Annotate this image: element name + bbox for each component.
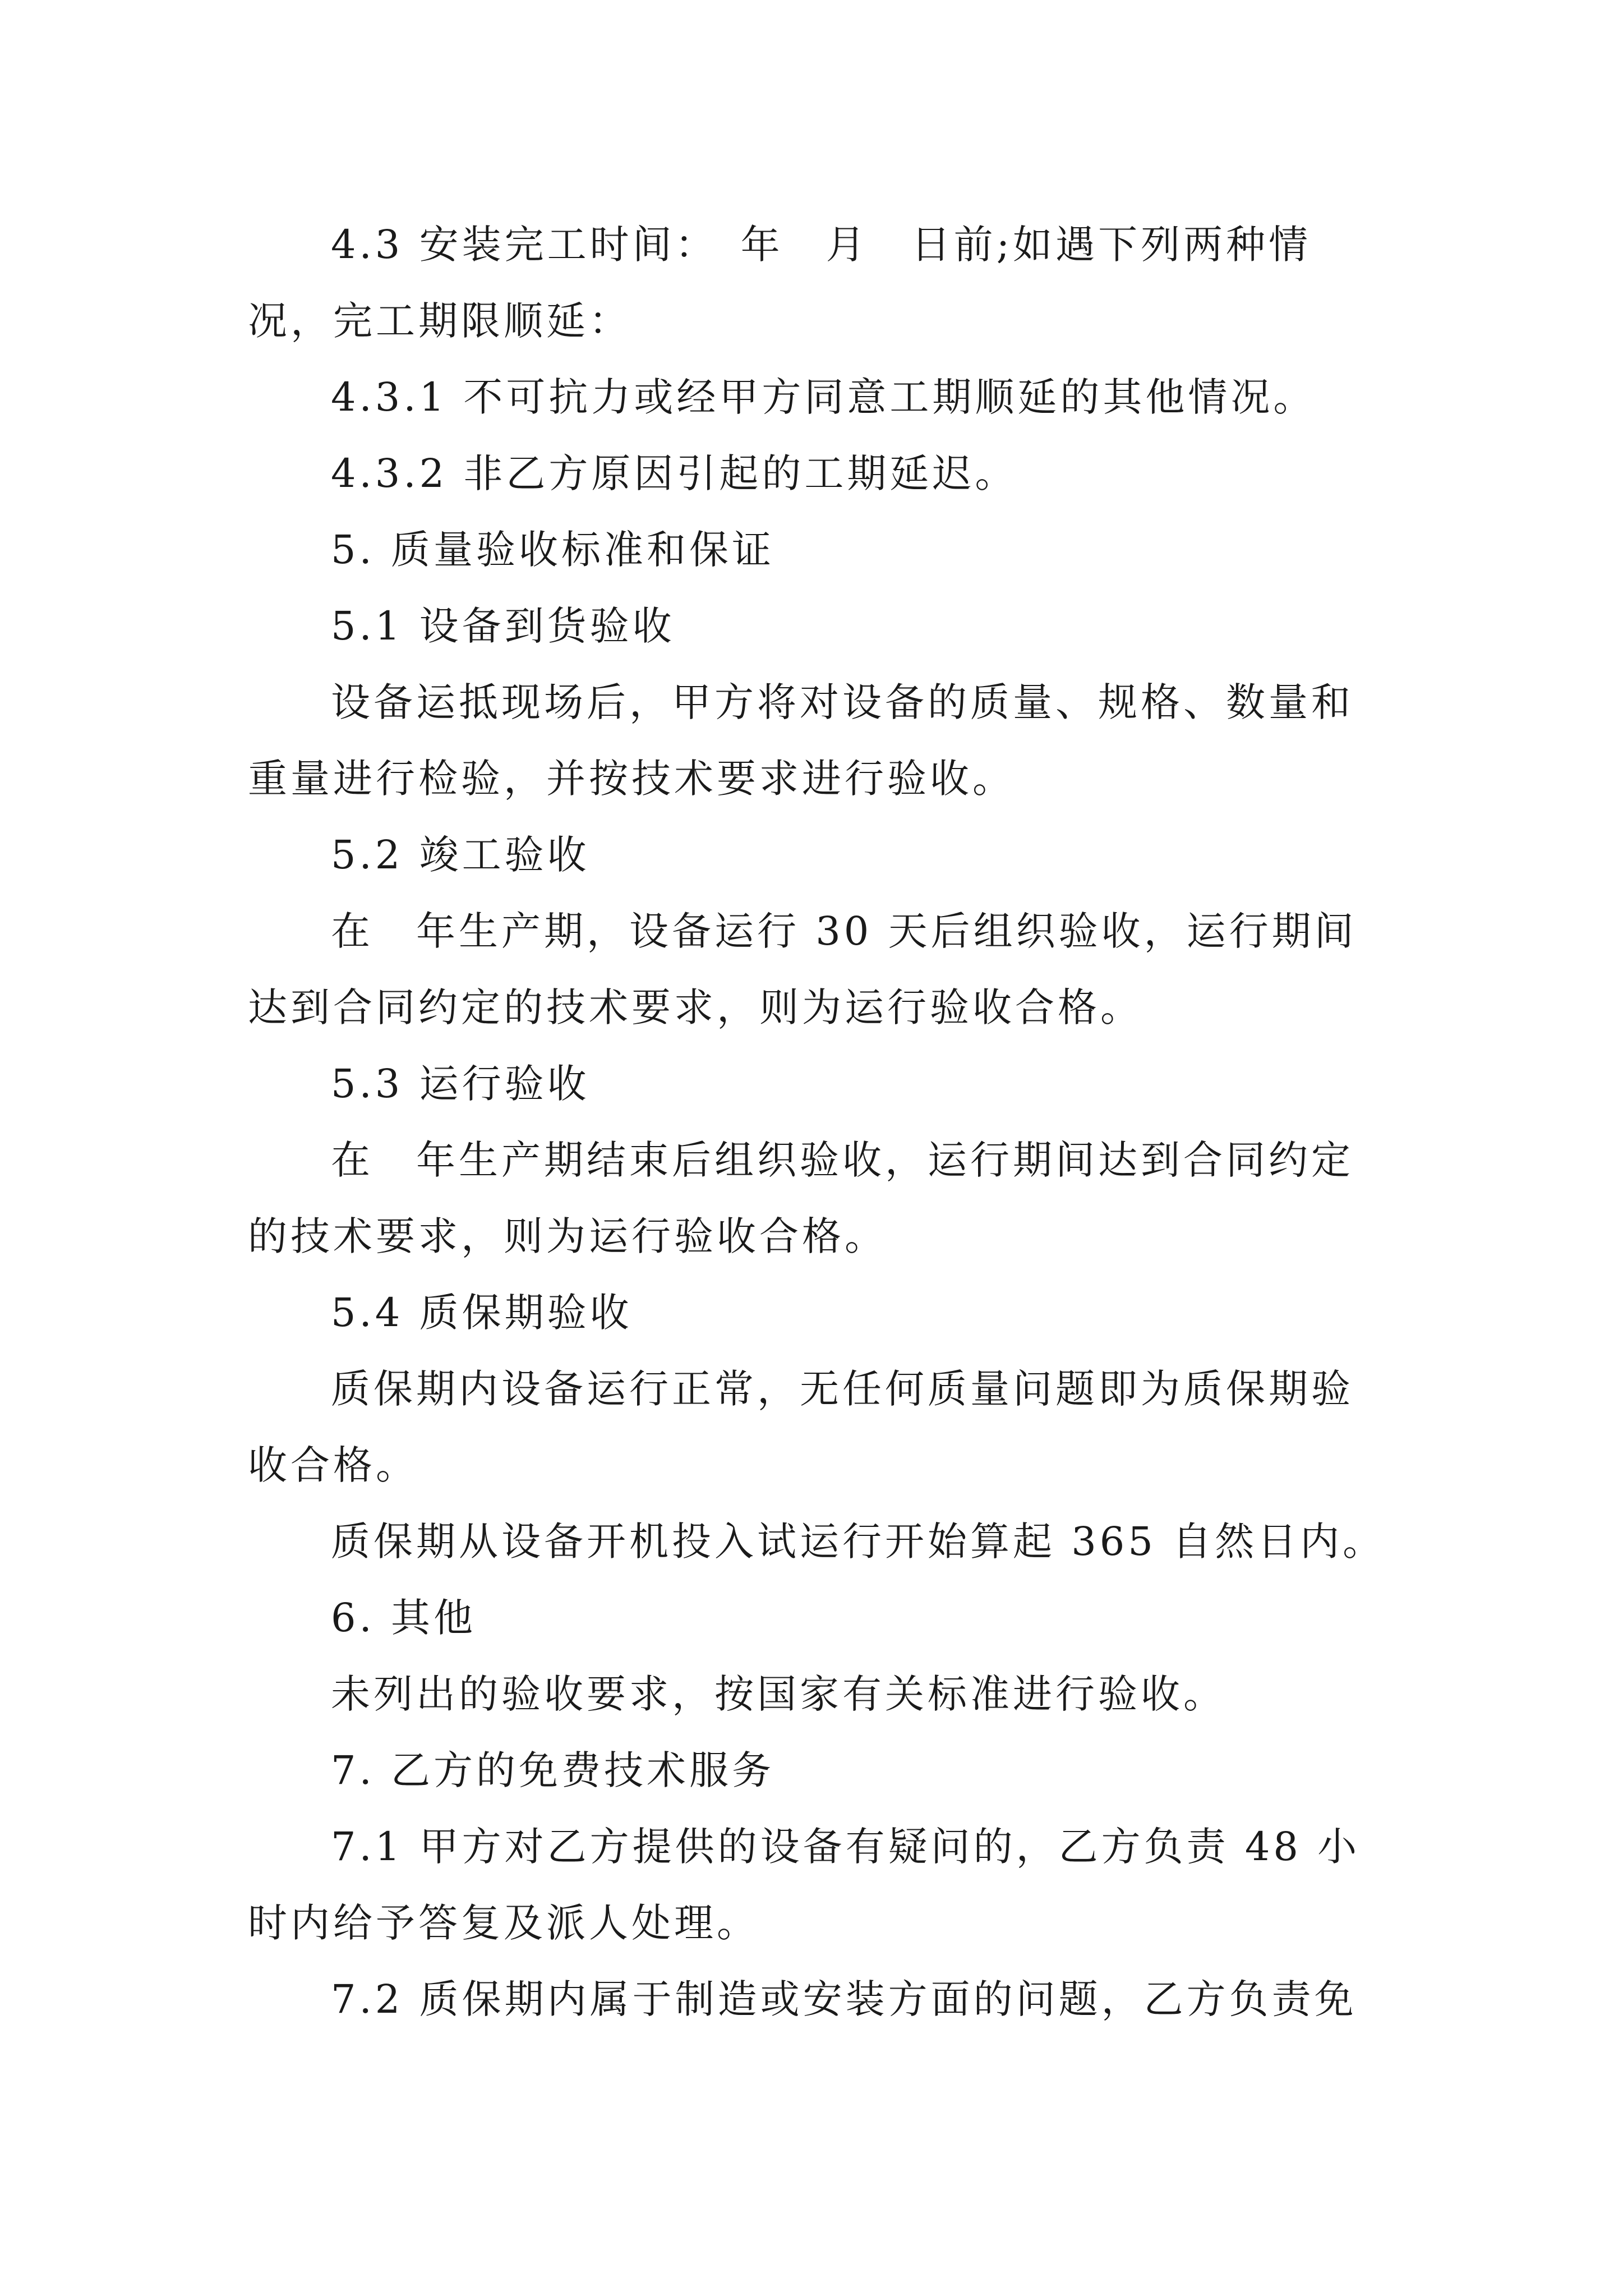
paragraph-5-2-body: 在 年生产期，设备运行 30 天后组织验收，运行期间达到合同约定的技术要求，则为运行验收合格。 [248, 908, 1357, 1030]
heading-5-4: 5.4 质保期验收 [331, 1290, 633, 1336]
paragraph-5-3-body: 在 年生产期结束后组织验收，运行期间达到合同约定的技术要求，则为运行验收合格。 [248, 1137, 1354, 1259]
document-body [248, 206, 1386, 2037]
heading-5-2: 5.2 竣工验收 [331, 832, 590, 878]
heading-5-3: 5.3 运行验收 [331, 1061, 590, 1107]
heading-5-1: 5.1 设备到货验收 [331, 603, 675, 649]
heading-6: 6. 其他 [331, 1595, 477, 1641]
paragraph-5-1-body: 设备运抵现场后，甲方将对设备的质量、规格、数量和重量进行检验，并按技术要求进行验收。 [248, 679, 1354, 802]
paragraph-5-4-body: 质保期内设备运行正常，无任何质量问题即为质保期验收合格。 [248, 1366, 1354, 1488]
paragraph-4-3-1: 4.3.1 不可抗力或经甲方同意工期顺延的其他情况。 [331, 374, 1316, 420]
paragraph-7-2: 7.2 质保期内属于制造或安装方面的问题，乙方负责免 [331, 1976, 1357, 2022]
heading-7: 7. 乙方的免费技术服务 [331, 1747, 775, 1793]
heading-5: 5. 质量验收标准和保证 [331, 527, 775, 573]
paragraph-7-1: 7.1 甲方对乙方提供的设备有疑问的，乙方负责 48 小时内给予答复及派人处理。 [248, 1824, 1361, 1946]
paragraph-4-3-2: 4.3.2 非乙方原因引起的工期延迟。 [331, 450, 1018, 496]
paragraph-6-body: 未列出的验收要求，按国家有关标准进行验收。 [331, 1671, 1226, 1717]
paragraph-4-3: 4.3 安装完工时间： 年 月 日前;如遇下列两种情况，完工期限顺延： [248, 222, 1312, 344]
paragraph-5-4-period: 质保期从设备开机投入试运行开始算起 365 自然日内。 [331, 1519, 1386, 1565]
